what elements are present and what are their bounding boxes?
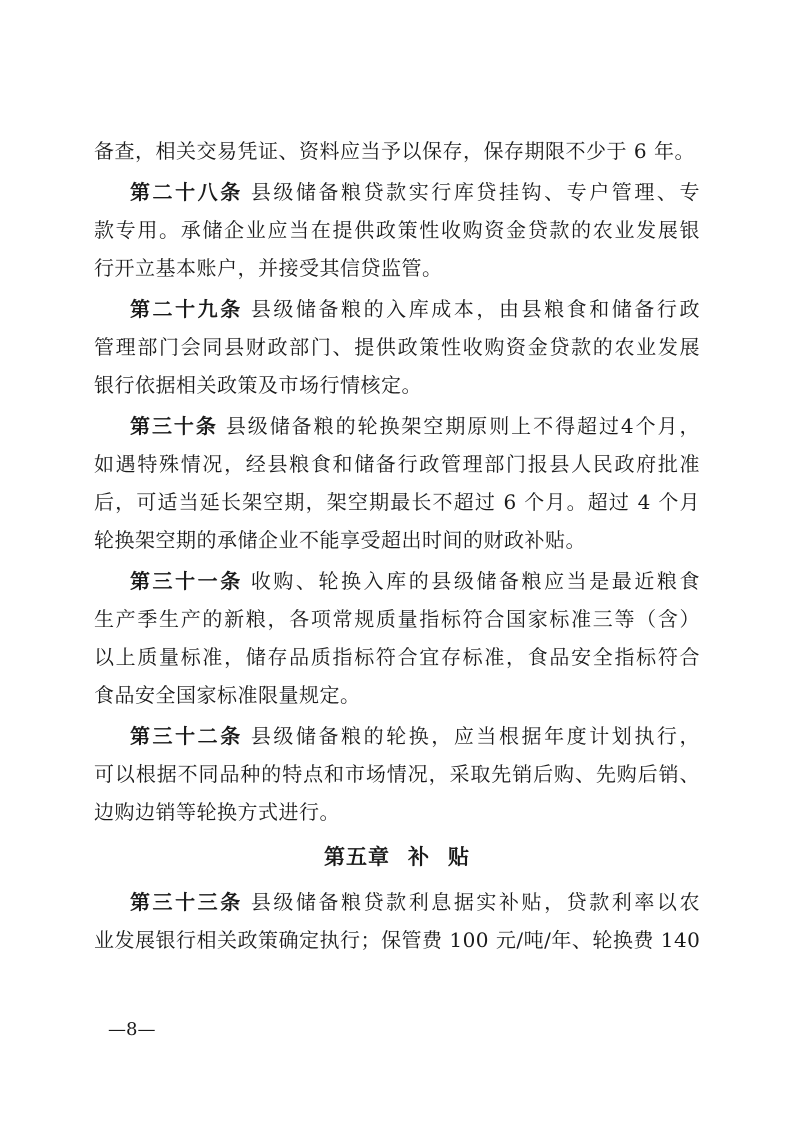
line-text: 业发展银行相关政策确定执行；保管费 100 元/吨/年、轮换费 140 [94,928,701,952]
text-line [94,132,700,170]
text-line [94,638,700,676]
text-line [94,600,700,638]
line-text: 县级储备粮贷款利息据实补贴，贷款利率以农 [250,890,700,914]
chapter-title-char: 贴 [448,845,470,869]
line-text: 可以根据不同品种的特点和市场情况，采取先销后购、先购后销、 [94,762,700,786]
article-paragraph [94,290,700,404]
text-line [94,290,700,328]
text-line [94,562,700,600]
article-paragraph [94,407,700,559]
article-paragraph [94,883,700,959]
line-text: 县级储备粮贷款实行库贷挂钩、专户管理、专 [250,180,700,204]
article-label: 第三十二条 [130,724,243,748]
article-label: 第三十一条 [130,569,243,593]
text-line [94,921,700,959]
line-text: 县级储备粮的轮换架空期原则上不得超过4个月， [225,414,700,438]
line-text: 县级储备粮的入库成本，由县粮食和储备行政 [250,297,700,321]
chapter-title-char: 补 [408,845,430,869]
article-paragraph [94,562,700,714]
line-text: 款专用。承储企业应当在提供政策性收购资金贷款的农业发展银 [94,218,700,242]
article-paragraph [94,717,700,831]
text-line [94,717,700,755]
line-text: 如遇特殊情况，经县粮食和储备行政管理部门报县人民政府批准 [94,452,700,476]
line-text: 行开立基本账户，并接受其信贷监管。 [94,256,443,280]
text-line [94,407,700,445]
line-text: 县级储备粮的轮换，应当根据年度计划执行， [250,724,700,748]
text-line [94,521,700,559]
line-text: 备查，相关交易凭证、资料应当予以保存，保存期限不少于 6 年。 [94,139,695,163]
article-label: 第二十八条 [130,180,243,204]
text-line [94,328,700,366]
article-paragraph [94,132,700,170]
text-line [94,366,700,404]
line-text: 收购、轮换入库的县级储备粮应当是最近粮食 [250,569,700,593]
line-text: 食品安全国家标准限量规定。 [94,683,361,707]
chapter-number: 第五章 [324,845,390,869]
document-body [94,132,700,962]
line-text: 银行依据相关政策及市场行情核定。 [94,373,422,397]
line-text: 生产季生产的新粮，各项常规质量指标符合国家标准三等（含） [94,607,700,631]
text-line [94,211,700,249]
text-line [94,445,700,483]
article-paragraph [94,173,700,287]
text-line [94,883,700,921]
line-text: 边购边销等轮换方式进行。 [94,800,340,824]
line-text: 以上质量标准，储存品质指标符合宜存标准，食品安全指标符合 [94,645,700,669]
text-line [94,249,700,287]
line-text: 轮换架空期的承储企业不能享受超出时间的财政补贴。 [94,528,586,552]
text-line [94,483,700,521]
text-line [94,755,700,793]
text-line [94,676,700,714]
article-label: 第三十条 [130,414,218,438]
line-text: 管理部门会同县财政部门、提供政策性收购资金贷款的农业发展 [94,335,700,359]
line-text: 后，可适当延长架空期，架空期最长不超过 6 个月。超过 4 个月 [94,490,700,514]
article-label: 第三十三条 [130,890,243,914]
text-line [94,173,700,211]
chapter-heading [94,834,700,880]
text-line [94,793,700,831]
page-number: —8— [108,1019,156,1040]
article-label: 第二十九条 [130,297,243,321]
